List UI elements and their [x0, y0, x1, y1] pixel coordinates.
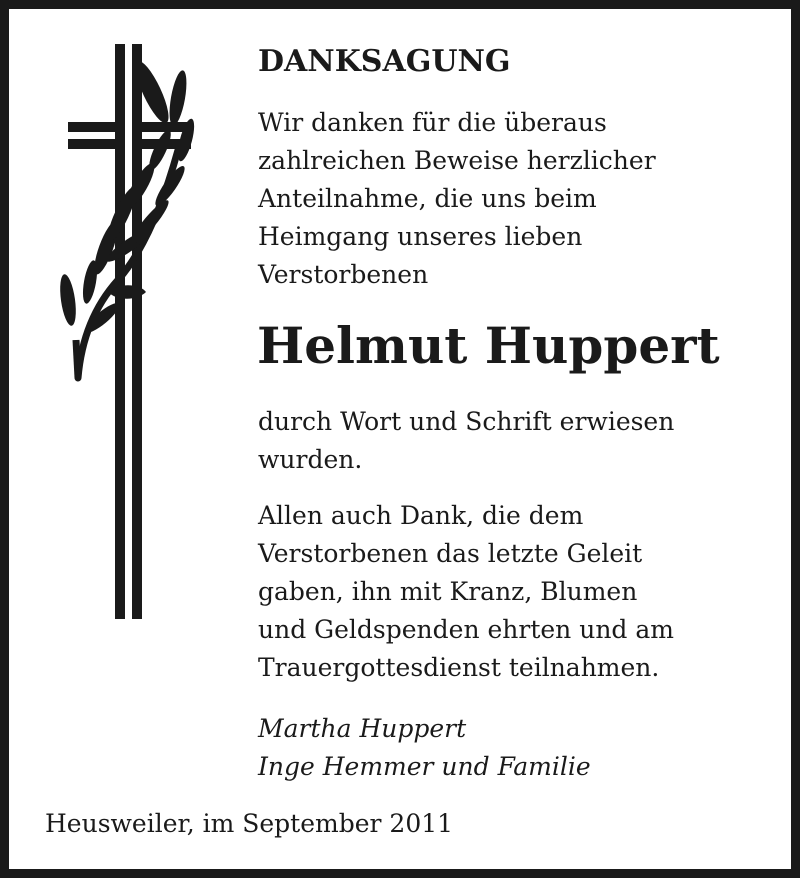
deceased-name: Helmut Huppert: [257, 316, 720, 375]
continuation-paragraph: [258, 403, 674, 479]
heading: DANKSAGUNG: [258, 44, 511, 79]
place-and-date: Heusweiler, im September 2011: [45, 809, 454, 838]
thanks-paragraph: [258, 497, 674, 687]
intro-paragraph: [258, 104, 656, 294]
signatory-name: Inge Hemmer und Familie: [258, 752, 591, 781]
text-line: Verstorbenen: [258, 260, 429, 289]
signatories: [258, 710, 591, 786]
text-line: durch Wort und Schrift erwiesen: [258, 407, 675, 436]
text-line: Verstorbenen das letzte Geleit: [258, 539, 643, 568]
signatory-name: Martha Huppert: [258, 714, 467, 743]
text-line: Anteilnahme, die uns beim: [258, 184, 597, 213]
text-line: Trauergottesdienst teilnahmen.: [258, 653, 660, 682]
text-line: gaben, ihn mit Kranz, Blumen: [258, 577, 638, 606]
text-line: und Geldspenden ehrten und am: [258, 615, 674, 644]
text-line: Wir danken für die überaus: [258, 108, 607, 137]
text-line: Heimgang unseres lieben: [258, 222, 583, 251]
text-line: Allen auch Dank, die dem: [258, 501, 584, 530]
text-line: wurden.: [258, 445, 363, 474]
text-line: zahlreichen Beweise herzlicher: [258, 146, 656, 175]
